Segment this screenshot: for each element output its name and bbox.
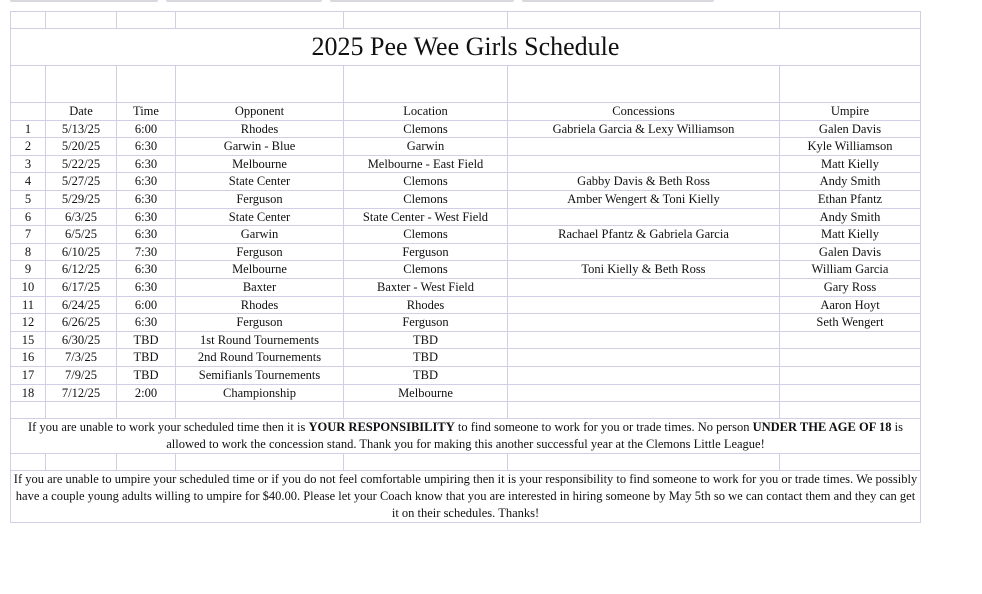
game-number-cell[interactable]: 11 (11, 296, 46, 314)
game-date-cell[interactable]: 6/10/25 (46, 243, 117, 261)
game-location-cell[interactable]: TBD (344, 331, 508, 349)
game-opponent-cell[interactable]: Ferguson (176, 314, 344, 332)
game-umpire-cell[interactable]: Ethan Pfantz (780, 190, 921, 208)
game-umpire-cell[interactable]: Matt Kielly (780, 226, 921, 244)
game-date-cell[interactable]: 6/12/25 (46, 261, 117, 279)
game-date-cell[interactable]: 6/24/25 (46, 296, 117, 314)
sheet-tab-strip (0, 0, 982, 4)
game-number-cell[interactable]: 16 (11, 349, 46, 367)
game-time-cell[interactable]: 6:30 (117, 208, 176, 226)
concession-note-text-1: If you are unable to work your scheduled time then it is (28, 420, 309, 435)
game-row (11, 120, 921, 138)
sheet-tab[interactable] (166, 0, 322, 2)
game-concessions-cell[interactable]: Gabby Davis & Beth Ross (508, 173, 780, 191)
game-number-cell[interactable]: 5 (11, 190, 46, 208)
game-row (11, 261, 921, 279)
game-opponent-cell[interactable]: Garwin - Blue (176, 138, 344, 156)
game-concessions-cell[interactable] (508, 384, 780, 402)
game-date-cell[interactable]: 6/26/25 (46, 314, 117, 332)
game-number-cell[interactable]: 10 (11, 278, 46, 296)
game-row (11, 384, 921, 402)
game-location-cell[interactable]: Melbourne (344, 384, 508, 402)
spacer-row (11, 454, 921, 471)
spacer-row (11, 402, 921, 419)
game-time-cell[interactable]: 7:30 (117, 243, 176, 261)
game-number-cell[interactable]: 2 (11, 138, 46, 156)
game-number-cell[interactable]: 9 (11, 261, 46, 279)
game-date-cell[interactable]: 6/30/25 (46, 331, 117, 349)
game-row (11, 226, 921, 244)
game-time-cell[interactable]: 6:30 (117, 278, 176, 296)
game-umpire-cell[interactable]: Gary Ross (780, 278, 921, 296)
game-opponent-cell[interactable]: Ferguson (176, 190, 344, 208)
game-row (11, 243, 921, 261)
game-row (11, 314, 921, 332)
game-row (11, 278, 921, 296)
game-location-cell[interactable]: Baxter - West Field (344, 278, 508, 296)
sheet-tab[interactable] (522, 0, 714, 2)
game-umpire-cell[interactable]: Aaron Hoyt (780, 296, 921, 314)
game-opponent-cell[interactable]: State Center (176, 173, 344, 191)
game-row (11, 190, 921, 208)
page-title[interactable]: 2025 Pee Wee Girls Schedule (11, 29, 921, 66)
concession-note-emphasis-1: YOUR RESPONSIBILITY (308, 420, 455, 435)
game-concessions-cell[interactable]: Gabriela Garcia & Lexy Williamson (508, 120, 780, 138)
game-opponent-cell[interactable]: State Center (176, 208, 344, 226)
game-location-cell[interactable]: Ferguson (344, 243, 508, 261)
game-date-cell[interactable]: 7/3/25 (46, 349, 117, 367)
game-umpire-cell[interactable] (780, 349, 921, 367)
concession-note[interactable] (11, 419, 921, 454)
game-concessions-cell[interactable] (508, 366, 780, 384)
game-number-cell[interactable]: 12 (11, 314, 46, 332)
game-time-cell[interactable]: 2:00 (117, 384, 176, 402)
game-concessions-cell[interactable] (508, 208, 780, 226)
game-concessions-cell[interactable]: Rachael Pfantz & Gabriela Garcia (508, 226, 780, 244)
title-row (11, 29, 921, 66)
gap-row (11, 66, 921, 103)
game-location-cell[interactable]: Clemons (344, 120, 508, 138)
header-cell-umpire[interactable]: Umpire (780, 103, 921, 121)
game-time-cell[interactable]: 6:30 (117, 226, 176, 244)
game-number-cell[interactable]: 15 (11, 331, 46, 349)
game-date-cell[interactable]: 5/27/25 (46, 173, 117, 191)
game-location-cell[interactable]: Rhodes (344, 296, 508, 314)
game-concessions-cell[interactable]: Toni Kielly & Beth Ross (508, 261, 780, 279)
game-umpire-cell[interactable]: Andy Smith (780, 208, 921, 226)
game-location-cell[interactable]: Clemons (344, 226, 508, 244)
game-location-cell[interactable]: Melbourne - East Field (344, 155, 508, 173)
header-cell-date[interactable]: Date (46, 103, 117, 121)
game-time-cell[interactable]: TBD (117, 349, 176, 367)
game-row (11, 296, 921, 314)
game-number-cell[interactable]: 3 (11, 155, 46, 173)
game-time-cell[interactable]: 6:30 (117, 155, 176, 173)
game-location-cell[interactable]: TBD (344, 349, 508, 367)
game-date-cell[interactable]: 5/20/25 (46, 138, 117, 156)
concession-note-text-2: to find someone to work for you or trade times. No person (454, 420, 753, 435)
header-cell-number[interactable] (11, 103, 46, 121)
game-time-cell[interactable]: 6:00 (117, 120, 176, 138)
game-location-cell[interactable]: State Center - West Field (344, 208, 508, 226)
game-time-cell[interactable]: 6:30 (117, 314, 176, 332)
game-row (11, 155, 921, 173)
game-row (11, 349, 921, 367)
game-date-cell[interactable]: 6/5/25 (46, 226, 117, 244)
game-opponent-cell[interactable]: 2nd Round Tournements (176, 349, 344, 367)
game-number-cell[interactable]: 4 (11, 173, 46, 191)
game-concessions-cell[interactable] (508, 278, 780, 296)
game-umpire-cell[interactable]: Seth Wengert (780, 314, 921, 332)
schedule-table (10, 11, 921, 523)
umpire-note-row (11, 471, 921, 523)
header-cell-location[interactable]: Location (344, 103, 508, 121)
game-time-cell[interactable]: 6:30 (117, 173, 176, 191)
game-umpire-cell[interactable] (780, 331, 921, 349)
sheet-tab[interactable] (10, 0, 158, 2)
game-date-cell[interactable]: 5/29/25 (46, 190, 117, 208)
game-time-cell[interactable]: 6:30 (117, 190, 176, 208)
game-location-cell[interactable]: TBD (344, 366, 508, 384)
game-date-cell[interactable]: 5/22/25 (46, 155, 117, 173)
game-row (11, 366, 921, 384)
game-time-cell[interactable]: 6:30 (117, 138, 176, 156)
game-time-cell[interactable]: TBD (117, 366, 176, 384)
umpire-note[interactable]: If you are unable to umpire your scheduled time or if you do not feel comfortable umpiring then it is your responsibility to find someone to work for you or trade times. We possibly have a couple young adults willing to umpire for $40.00. Please let your Coach know that you are interested in hiring someone by May 5th so we can contact them and they can get it on their schedules. Thanks! (11, 471, 921, 523)
game-row (11, 138, 921, 156)
game-date-cell[interactable]: 6/3/25 (46, 208, 117, 226)
game-umpire-cell[interactable]: Andy Smith (780, 173, 921, 191)
game-opponent-cell[interactable]: Rhodes (176, 296, 344, 314)
concession-note-row (11, 419, 921, 454)
game-opponent-cell[interactable]: Championship (176, 384, 344, 402)
game-concessions-cell[interactable]: Amber Wengert & Toni Kielly (508, 190, 780, 208)
game-number-cell[interactable]: 17 (11, 366, 46, 384)
game-date-cell[interactable]: 7/9/25 (46, 366, 117, 384)
game-opponent-cell[interactable]: 1st Round Tournements (176, 331, 344, 349)
game-opponent-cell[interactable]: Melbourne (176, 261, 344, 279)
game-location-cell[interactable]: Garwin (344, 138, 508, 156)
game-date-cell[interactable]: 7/12/25 (46, 384, 117, 402)
spacer-row (11, 12, 921, 29)
header-cell-time[interactable]: Time (117, 103, 176, 121)
game-row (11, 331, 921, 349)
concession-note-emphasis-2: UNDER THE AGE OF 18 (752, 420, 892, 435)
game-opponent-cell[interactable]: Baxter (176, 278, 344, 296)
game-time-cell[interactable]: TBD (117, 331, 176, 349)
game-row (11, 208, 921, 226)
game-number-cell[interactable]: 1 (11, 120, 46, 138)
game-opponent-cell[interactable]: Garwin (176, 226, 344, 244)
game-concessions-cell[interactable] (508, 243, 780, 261)
game-umpire-cell[interactable]: Matt Kielly (780, 155, 921, 173)
game-concessions-cell[interactable] (508, 349, 780, 367)
game-location-cell[interactable]: Clemons (344, 173, 508, 191)
game-umpire-cell[interactable]: Kyle Williamson (780, 138, 921, 156)
header-row (11, 103, 921, 121)
game-date-cell[interactable]: 6/17/25 (46, 278, 117, 296)
concession-note-text-3: is allowed to work the concession stand. Thank you for making this another successful year at the Clemons Little League! (166, 420, 903, 452)
game-concessions-cell[interactable] (508, 138, 780, 156)
game-concessions-cell[interactable] (508, 296, 780, 314)
game-location-cell[interactable]: Ferguson (344, 314, 508, 332)
game-umpire-cell[interactable]: William Garcia (780, 261, 921, 279)
game-umpire-cell[interactable]: Galen Davis (780, 120, 921, 138)
game-concessions-cell[interactable] (508, 155, 780, 173)
game-opponent-cell[interactable]: Rhodes (176, 120, 344, 138)
game-opponent-cell[interactable]: Semifianls Tournements (176, 366, 344, 384)
game-opponent-cell[interactable]: Melbourne (176, 155, 344, 173)
game-number-cell[interactable]: 6 (11, 208, 46, 226)
game-number-cell[interactable]: 18 (11, 384, 46, 402)
game-location-cell[interactable]: Clemons (344, 190, 508, 208)
game-concessions-cell[interactable] (508, 314, 780, 332)
game-location-cell[interactable]: Clemons (344, 261, 508, 279)
game-number-cell[interactable]: 7 (11, 226, 46, 244)
game-time-cell[interactable]: 6:00 (117, 296, 176, 314)
game-umpire-cell[interactable] (780, 366, 921, 384)
game-date-cell[interactable]: 5/13/25 (46, 120, 117, 138)
header-cell-concessions[interactable]: Concessions (508, 103, 780, 121)
game-umpire-cell[interactable] (780, 384, 921, 402)
game-time-cell[interactable]: 6:30 (117, 261, 176, 279)
sheet-tab[interactable] (330, 0, 514, 2)
game-concessions-cell[interactable] (508, 331, 780, 349)
game-umpire-cell[interactable]: Galen Davis (780, 243, 921, 261)
game-number-cell[interactable]: 8 (11, 243, 46, 261)
game-row (11, 173, 921, 191)
header-cell-opponent[interactable]: Opponent (176, 103, 344, 121)
game-opponent-cell[interactable]: Ferguson (176, 243, 344, 261)
